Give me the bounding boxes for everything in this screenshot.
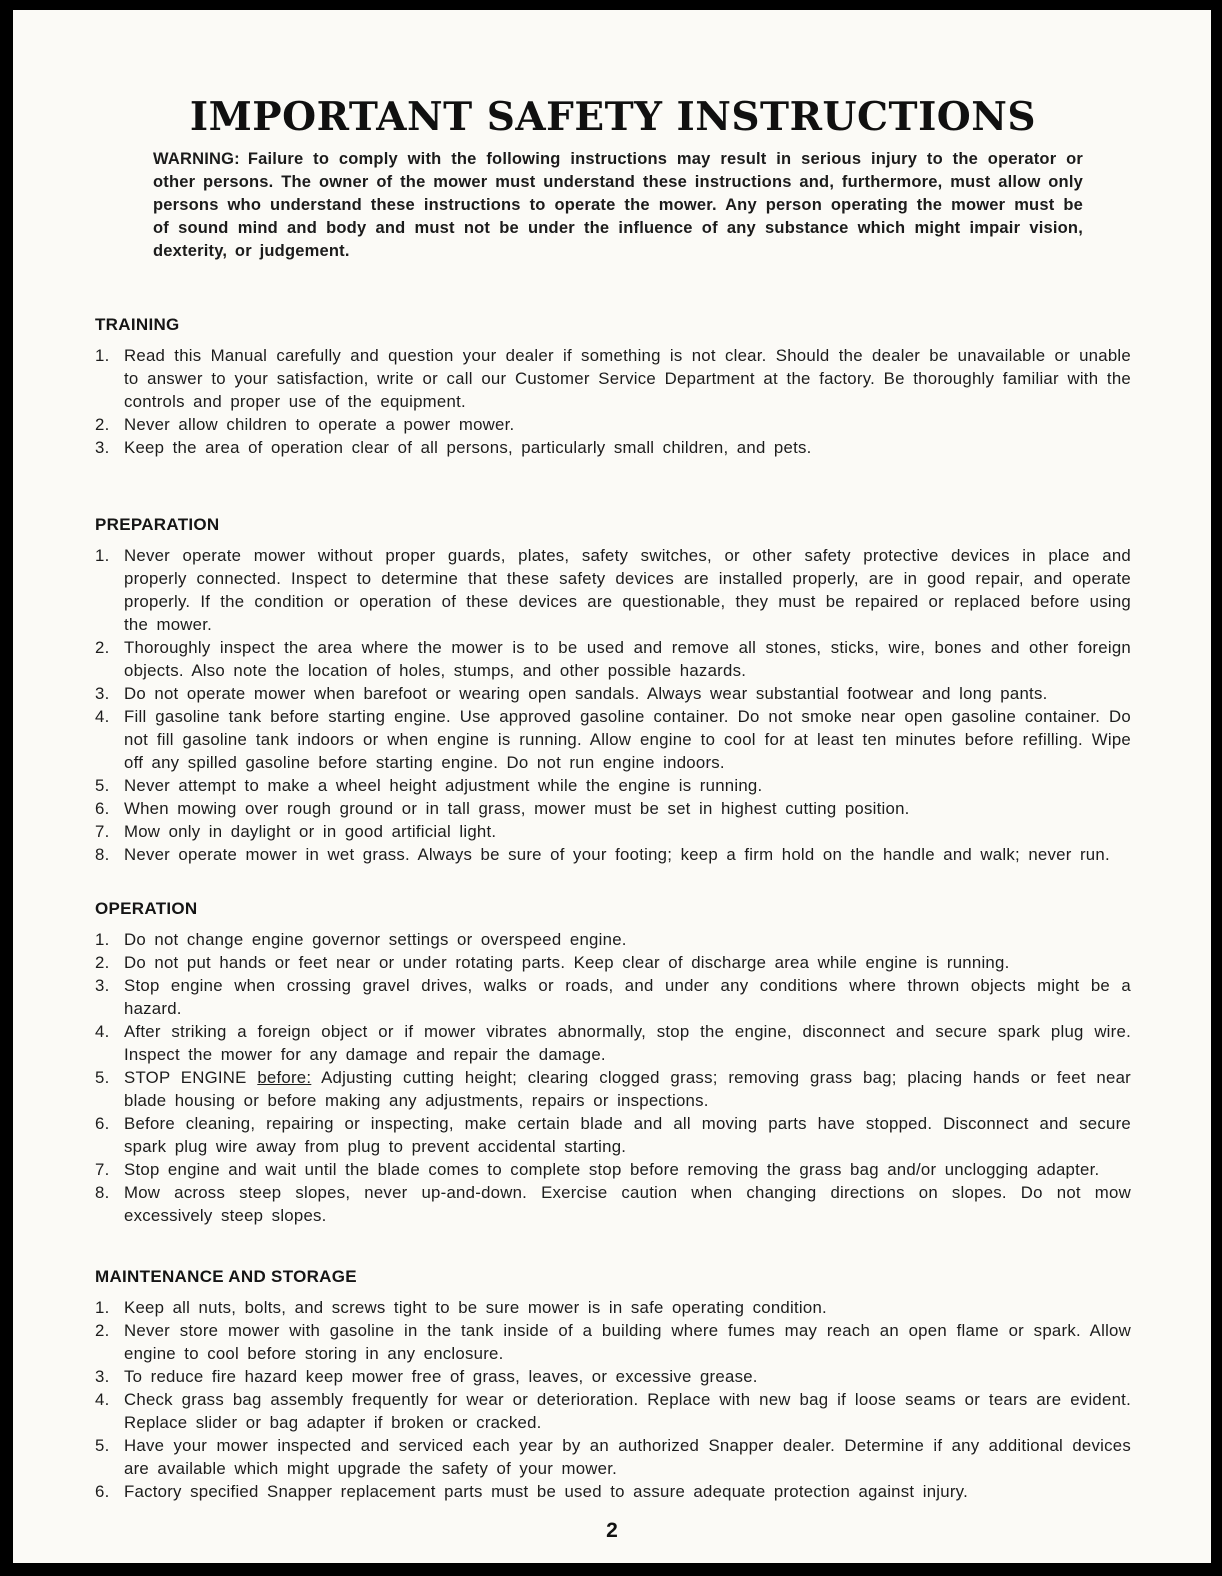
list-item xyxy=(95,1066,1131,1112)
section-preparation xyxy=(95,515,1131,866)
list-item: Never allow children to operate a power mower. xyxy=(124,415,515,434)
stop-engine-prefix: STOP ENGINE xyxy=(124,1068,258,1087)
training-list xyxy=(95,344,1131,459)
list-item: Never operate mower without proper guards, plates, safety switches, or other safety protective devices in place and properly connected. Inspect to determine that these safety devices are installed properly, are in good repair, and operate properly. If the condition or operation of these devices are questionable, they must be repaired or replaced before using the mower. xyxy=(124,546,1131,634)
operation-list xyxy=(95,928,1131,1227)
list-item: Never operate mower in wet grass. Always be sure of your footing; keep a firm hold on the handle and walk; never run. xyxy=(124,845,1110,864)
list-item: Mow across steep slopes, never up-and-down. Exercise caution when changing directions on slopes. Do not mow excessively steep slopes. xyxy=(124,1183,1131,1225)
list-item: Before cleaning, repairing or inspecting, make certain blade and all moving parts have stopped. Disconnect and secure spark plug wire away from plug to prevent accidental starting. xyxy=(124,1114,1131,1156)
list-item: Stop engine and wait until the blade comes to complete stop before removing the grass bag and/or unclogging adapter. xyxy=(124,1160,1100,1179)
warning-label: WARNING: xyxy=(153,150,240,168)
maintenance-list xyxy=(95,1296,1131,1503)
list-item: Never attempt to make a wheel height adjustment while the engine is running. xyxy=(124,776,763,795)
section-maintenance xyxy=(95,1267,1131,1503)
warning-text: Failure to comply with the following instructions may result in serious injury to the operator or other persons. The owner of the mower must understand these instructions and, furthermore, must allow only persons who understand these instructions to operate the mower. Any person operating the mower must be of sound mind and body and must not be under the influence of any substance which might impair vision, dexterity, or judgement. xyxy=(153,150,1083,260)
list-item: When mowing over rough ground or in tall grass, mower must be set in highest cutting position. xyxy=(124,799,910,818)
list-item: Do not change engine governor settings or overspeed engine. xyxy=(124,930,627,949)
list-item: Thoroughly inspect the area where the mower is to be used and remove all stones, sticks, wire, bones and other foreign objects. Also note the location of holes, stumps, and other possible hazards. xyxy=(124,638,1131,680)
list-item: Check grass bag assembly frequently for wear or deterioration. Replace with new bag if loose seams or tears are evident. Replace slider or bag adapter if broken or cracked. xyxy=(124,1390,1131,1432)
list-item: Fill gasoline tank before starting engine. Use approved gasoline container. Do not smoke near open gasoline container. Do not fill gasoline tank indoors or when engine is running. Allow engine to cool for at least ten minutes before refilling. Wipe off any spilled gasoline before starting engine. Do not run engine indoors. xyxy=(124,707,1131,772)
list-item: Mow only in daylight or in good artificial light. xyxy=(124,822,497,841)
list-item: Do not operate mower when barefoot or wearing open sandals. Always wear substantial footwear and long pants. xyxy=(124,684,1048,703)
list-item: To reduce fire hazard keep mower free of grass, leaves, or excessive grease. xyxy=(124,1367,758,1386)
page-number: 2 xyxy=(606,1519,618,1542)
stop-engine-underlined-word: before: xyxy=(257,1068,312,1087)
list-item: Never store mower with gasoline in the tank inside of a building where fumes may reach an open flame or spark. Allow engine to cool before storing in any enclosure. xyxy=(124,1321,1131,1363)
page-title: IMPORTANT SAFETY INSTRUCTIONS xyxy=(189,94,1037,140)
section-training xyxy=(95,315,1131,459)
list-item: Do not put hands or feet near or under rotating parts. Keep clear of discharge area while engine is running. xyxy=(124,953,1010,972)
list-item: Stop engine when crossing gravel drives, walks or roads, and under any conditions where thrown objects might be a hazard. xyxy=(124,976,1131,1018)
manual-page xyxy=(13,10,1211,1563)
section-heading-preparation: PREPARATION xyxy=(95,515,220,534)
list-item: Keep the area of operation clear of all persons, particularly small children, and pets. xyxy=(124,438,812,457)
section-heading-operation: OPERATION xyxy=(95,899,198,918)
section-heading-training: TRAINING xyxy=(95,315,180,334)
stop-engine-rest: Adjusting cutting height; clearing clogged grass; removing grass bag; placing hands or feet near blade housing or before making any adjustments, repairs or inspections. xyxy=(124,1068,1132,1110)
warning-paragraph xyxy=(153,148,1083,263)
list-item: Keep all nuts, bolts, and screws tight to be sure mower is in safe operating condition. xyxy=(124,1298,827,1317)
list-item: After striking a foreign object or if mower vibrates abnormally, stop the engine, disconnect and secure spark plug wire. Inspect the mower for any damage and repair the damage. xyxy=(124,1022,1131,1064)
list-item: Factory specified Snapper replacement parts must be used to assure adequate protection against injury. xyxy=(124,1482,968,1501)
section-operation xyxy=(95,899,1131,1227)
list-item: Have your mower inspected and serviced each year by an authorized Snapper dealer. Determine if any additional devices are available which might upgrade the safety of your mower. xyxy=(124,1436,1131,1478)
list-item: Read this Manual carefully and question your dealer if something is not clear. Should the dealer be unavailable or unable to answer to your satisfaction, write or call our Customer Service Department at the factory. Be thoroughly familiar with the controls and proper use of the equipment. xyxy=(124,346,1131,411)
section-heading-maintenance: MAINTENANCE AND STORAGE xyxy=(95,1267,357,1286)
preparation-list xyxy=(95,544,1131,866)
